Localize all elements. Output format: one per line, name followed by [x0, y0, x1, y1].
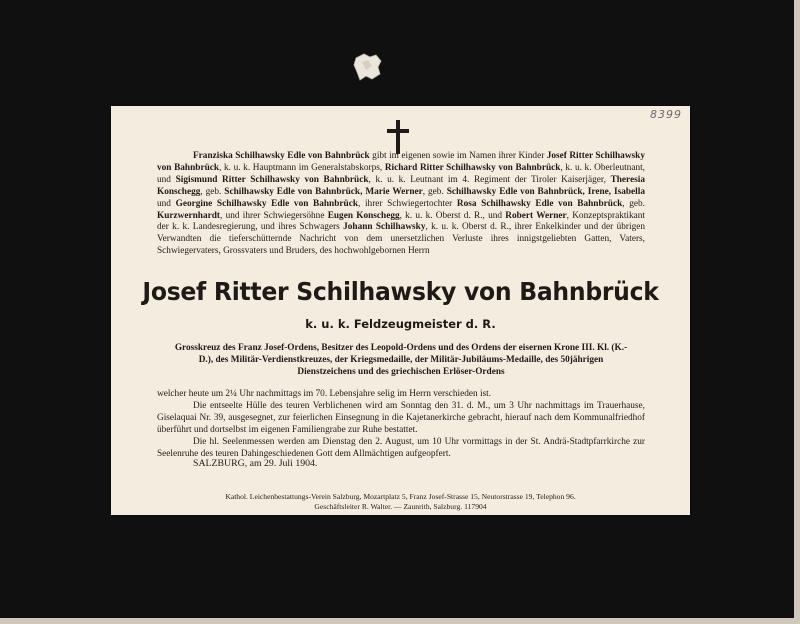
deceased-rank: k. u. k. Feldzeugmeister d. R. [305, 317, 496, 331]
cross-icon [387, 120, 409, 154]
child-name: Josef Ritter Schilhawsky von Bahnbrück [157, 151, 645, 173]
board-edge-right [794, 0, 800, 624]
child-name: Richard Ritter Schilhawsky von Bahnbrück [384, 162, 561, 173]
death-time-paragraph: welcher heute um 2¼ Uhr nachmittags im 70. Lebensjahre selig im Herrn verschieden ist. [157, 389, 492, 399]
death-notice-sheet [111, 106, 690, 515]
son-in-law-name: Robert Werner [505, 210, 567, 221]
footer-line-1: Kathol. Leichenbestattungs-Verein Salzburg, Mozartplatz 5, Franz Josef-Strasse 15, Neutorstrasse 19, Telephon 96. [225, 492, 576, 501]
child-name: Georgine Schilhawsky Edle von Bahnbrück [175, 198, 358, 209]
archive-number: 8399 [650, 108, 682, 121]
printer-footer [111, 492, 690, 511]
place-and-date: SALZBURG, am 29. Juli 1904. [193, 458, 318, 469]
child-name: Theresia Konschegg [157, 174, 645, 197]
funeral-paragraph: Die entseelte Hülle des teuren Verblichenen wird am Sonntag den 31. d. M., um 3 Uhr nachmittags im Trauerhause, Giselaquai Nr. 39, ausgesegnet, zur feierlichen Einsegnung in die Kajetanerkirche gebracht, hierauf nach dem Kommunalfriedhof überführt und dortselbst im eigenen Familiengrabe zur Ruhe bestattet. [157, 400, 645, 435]
child-name: Schilhawsky Edle von Bahnbrück, Marie Werner [224, 186, 423, 197]
child-name: Schilhawsky Edle von Bahnbrück, Irene, Isabella [446, 186, 645, 197]
son-in-law-name: Eugen Konschegg [327, 210, 400, 221]
child-name: Sigismund Ritter Schilhawsky von Bahnbrück [175, 174, 369, 185]
announcement-body [157, 389, 645, 460]
announcement-intro: Franziska Schilhawsky Edle von Bahnbrück gibt im eigenen sowie im Namen ihrer Kinder Josef Ritter Schilhawsky von Bahnbrück, k. u. k. Hauptmann im Generalstabskorps, Richard Ritter Schilhawsky von Bahnbrück, k. u. k. Oberleutnant, und Sigismund Ritter Schilhawsky von Bahnbrück, k. u. k. Leutnant im 4. Regiment der Tiroler Kaiserjäger, Theresia Konschegg, geb. Schilhawsky Edle von Bahnbrück, Marie Werner, geb. Schilhawsky Edle von Bahnbrück, Irene, Isabella und Georgine Schilhawsky Edle von Bahnbrück, ihrer Schwiegertochter Rosa Schilhawsky Edle von Bahnbrück, geb. Kurzwernhardt, und ihrer Schwiegersöhne Eugen Konschegg, k. u. k. Oberst d. R., und Robert Werner, Konzeptspraktikant der k. k. Landesregierung, und ihres Schwagers Johann Schilhawsky, k. u. k. Oberst d. R., ihrer Enkelkinder und der übrigen Verwandten die tieferschütternde Nachricht von dem unersetzlichen Verluste ihres innigstgeliebten Gatten, Vaters, Schwiegervaters, Grossvaters und Bruders, des hochwohlgebornen Herrn [157, 151, 646, 257]
deceased-name-heading: Josef Ritter Schilhawsky von Bahnbrück [142, 277, 659, 306]
widow-name: Franziska Schilhawsky Edle von Bahnbrück [193, 151, 370, 161]
footer-line-2: Geschäftsleiter R. Walter. — Zaunrith, Salzburg. 117904 [314, 501, 487, 511]
brother-in-law-name: Johann Schilhawsky [343, 222, 426, 233]
maiden-name: Kurzwernhardt [157, 210, 221, 221]
honours-list: Grosskreuz des Franz Josef-Ordens, Besitzer des Leopold-Ordens und des Ordens der eisernen Krone III. Kl. (K.-D.), des Militär-Verdienstkreuzes, der Kriegsmedaille, der Militär-Jubiläums-Medaille, des 50jährigen Dienstzeichens und des griechischen Erlöser-Ordens [174, 343, 628, 378]
memorial-mass-paragraph: Die hl. Seelenmessen werden am Dienstag den 2. August, um 10 Uhr vormittags in der St. Andrä-Stadtpfarrkirche zur Seelenruhe des teuren Dahingeschiedenen Gott dem Allmächtigen aufgeopfert. [157, 436, 645, 459]
daughter-in-law-name: Rosa Schilhawsky Edle von Bahnbrück [456, 198, 623, 209]
board-edge-bottom [0, 618, 800, 624]
torn-paper-fragment [352, 52, 384, 82]
